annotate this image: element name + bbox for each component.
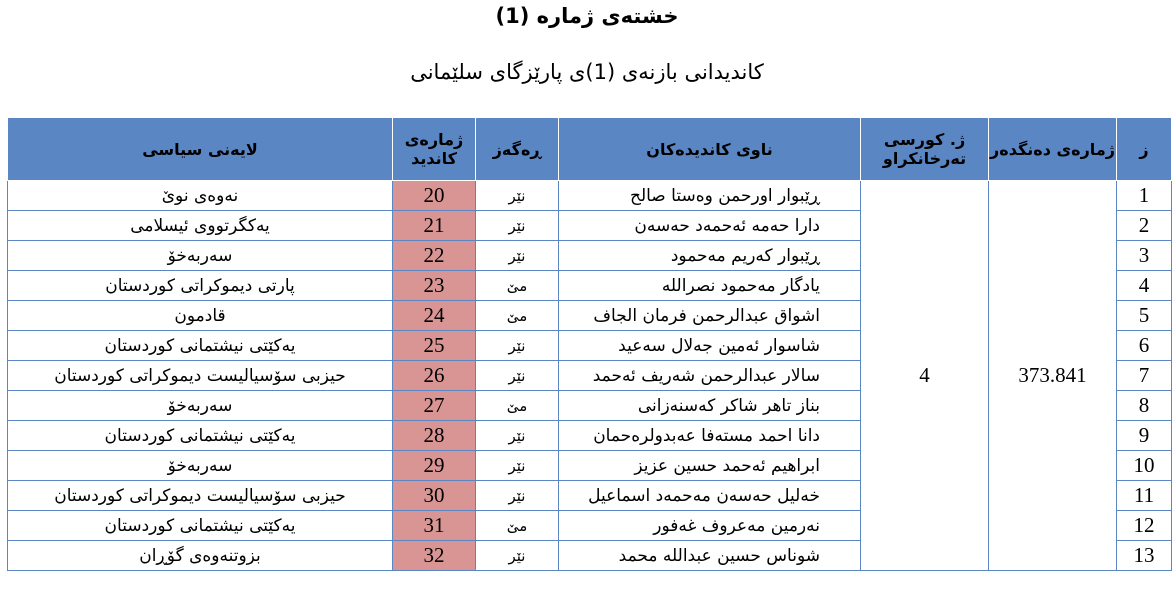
candidate-number-cell: 22 [393,241,476,271]
candidate-number-cell: 26 [393,361,476,391]
header-sex: ڕەگەز [476,118,559,181]
table-caption: خشتەی ژمارە (1) [495,4,679,28]
party-cell: نەوەی نوێ [8,181,393,211]
sex-cell: مێ [476,511,559,541]
sex-cell: مێ [476,301,559,331]
header-seats: ژ. کورسی تەرخانکراو [861,118,989,181]
party-cell: سەربەخۆ [8,241,393,271]
sex-cell: نێر [476,331,559,361]
party-cell: پارتی دیموکراتی کوردستان [8,271,393,301]
page-subtitle: کاندیدانی بازنەی (1)ی پارێزگای سلێمانی [410,60,764,84]
party-cell: یەکێتی نیشتمانی کوردستان [8,421,393,451]
header-party: لایەنی سیاسی [8,118,393,181]
sex-cell: نێر [476,451,559,481]
sex-cell: نێر [476,361,559,391]
voters-cell: 373.841 [989,181,1117,571]
row-number-cell: 13 [1117,541,1172,571]
row-number-cell: 10 [1117,451,1172,481]
candidate-name-cell: سالار عبدالرحمن شەریف ئەحمد [559,361,861,391]
row-number-cell: 3 [1117,241,1172,271]
candidates-table [7,117,1172,571]
candidate-name-cell: شاسوار ئەمین جەلال سەعید [559,331,861,361]
row-number-cell: 1 [1117,181,1172,211]
header-name: ناوی کاندیدەکان [559,118,861,181]
party-cell: یەکێتی نیشتمانی کوردستان [8,511,393,541]
row-number-cell: 2 [1117,211,1172,241]
candidate-number-cell: 21 [393,211,476,241]
row-number-cell: 9 [1117,421,1172,451]
candidate-number-cell: 27 [393,391,476,421]
candidate-number-cell: 29 [393,451,476,481]
candidate-name-cell: نەرمین مەعروف غەفور [559,511,861,541]
sex-cell: مێ [476,391,559,421]
candidate-number-cell: 31 [393,511,476,541]
header-no: ز [1117,118,1172,181]
candidate-number-cell: 28 [393,421,476,451]
party-cell: قادمون [8,301,393,331]
header-row [8,118,1172,181]
row-number-cell: 6 [1117,331,1172,361]
party-cell: حیزبی سۆسیالیست دیموکراتی کوردستان [8,361,393,391]
row-number-cell: 11 [1117,481,1172,511]
table-row [8,181,1172,211]
row-number-cell: 7 [1117,361,1172,391]
party-cell: سەربەخۆ [8,451,393,481]
sex-cell: نێر [476,541,559,571]
sex-cell: نێر [476,421,559,451]
seats-cell: 4 [861,181,989,571]
row-number-cell: 4 [1117,271,1172,301]
party-cell: بزوتنەوەی گۆڕان [8,541,393,571]
sex-cell: مێ [476,271,559,301]
row-number-cell: 5 [1117,301,1172,331]
party-cell: یەکگرتووی ئیسلامی [8,211,393,241]
candidate-number-cell: 32 [393,541,476,571]
candidate-name-cell: دارا حەمە ئەحمەد حەسەن [559,211,861,241]
candidate-number-cell: 25 [393,331,476,361]
party-cell: یەکێتی نیشتمانی کوردستان [8,331,393,361]
row-number-cell: 12 [1117,511,1172,541]
party-cell: سەربەخۆ [8,391,393,421]
candidate-number-cell: 20 [393,181,476,211]
candidate-name-cell: اشواق عبدالرحمن فرمان الجاف [559,301,861,331]
candidate-name-cell: بناز تاهر شاکر کەسنەزانی [559,391,861,421]
candidate-name-cell: ڕێبوار اورحمن وەستا صالح [559,181,861,211]
candidate-name-cell: ڕێبوار کەریم مەحمود [559,241,861,271]
candidate-number-cell: 30 [393,481,476,511]
candidate-number-cell: 23 [393,271,476,301]
header-candidate-number: ژمارەی کاندید [393,118,476,181]
candidate-name-cell: ابراهیم ئەحمد حسین عزیز [559,451,861,481]
sex-cell: نێر [476,211,559,241]
party-cell: حیزبی سۆسیالیست دیموکراتی کوردستان [8,481,393,511]
row-number-cell: 8 [1117,391,1172,421]
header-voters: ژمارەی دەنگدەر [989,118,1117,181]
candidate-name-cell: شوناس حسین عبداللە محمد [559,541,861,571]
sex-cell: نێر [476,181,559,211]
candidate-name-cell: یادگار مەحمود نصراللە [559,271,861,301]
sex-cell: نێر [476,481,559,511]
candidate-name-cell: دانا احمد مستەفا عەبدولرەحمان [559,421,861,451]
sex-cell: نێر [476,241,559,271]
candidate-name-cell: خەلیل حەسەن مەحمەد اسماعیل [559,481,861,511]
candidate-number-cell: 24 [393,301,476,331]
